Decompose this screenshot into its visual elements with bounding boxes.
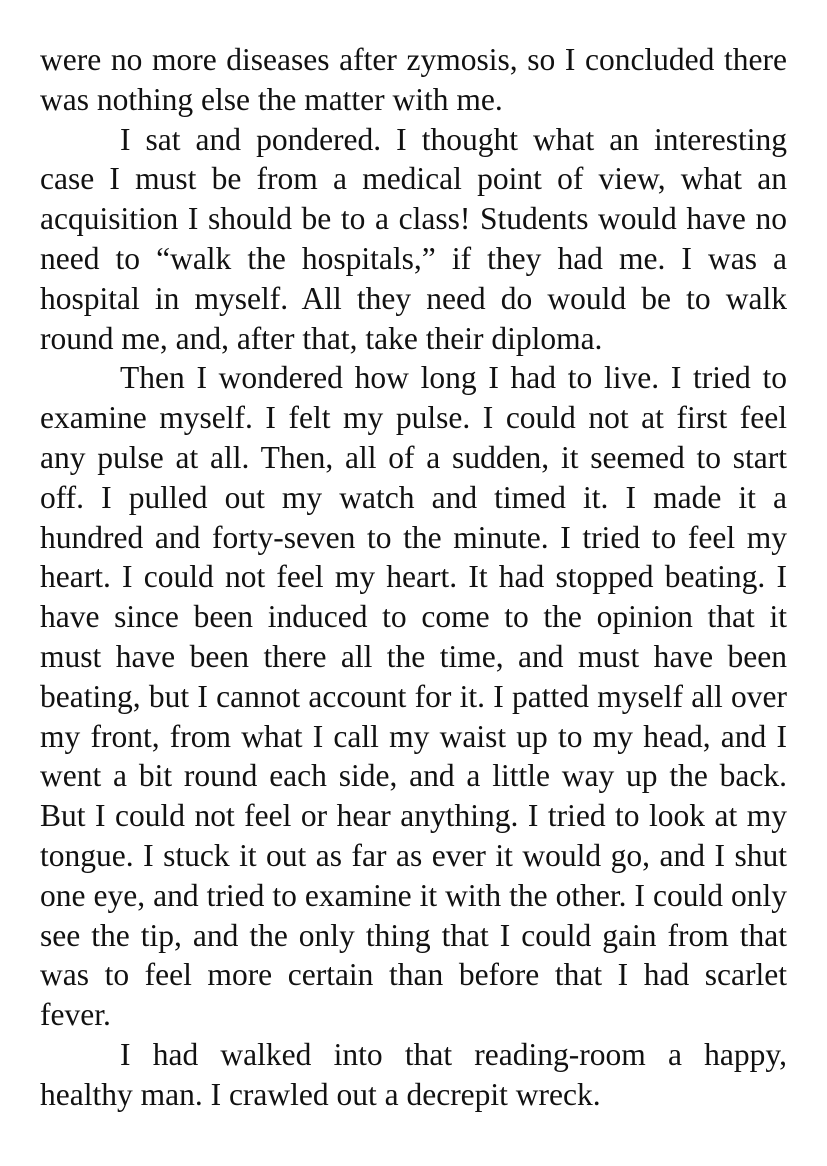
paragraph: I sat and pondered. I thought what an interesting case I must be from a medical point of view, what an acquisition I should be to a class! Students would have no need to “walk the hospitals,” if they had me. I was a hospital in myself. All they need do would be to walk round me, and, after that, take their diploma. bbox=[40, 121, 787, 356]
paragraph: I had walked into that reading-room a happy, healthy man. I crawled out a decrepit wreck. bbox=[40, 1036, 787, 1112]
paragraph: Then I wondered how long I had to live. I tried to examine myself. I felt my pulse. I could not at first feel any pulse at all. Then, all of a sudden, it seemed to start off. I pulled out my watch and timed it. I made it a hundred and forty-seven to the minute. I tried to feel my heart. I could not feel my heart. It had stopped beating. I have since been induced to come to the opinion that it must have been there all the time, and must have been beating, but I cannot account for it. I patted myself all over my front, from what I call my waist up to my head, and I went a bit round each side, and a little way up the back. But I could not feel or hear anything. I tried to look at my tongue. I stuck it out as far as ever it would go, and I shut one eye, and tried to examine it with the other. I could only see the tip, and the only thing that I could gain from that was to feel more certain than before that I had scarlet fever. bbox=[40, 360, 787, 1033]
paragraph-continued: were no more diseases after zymosis, so I concluded there was nothing else the matter with me. bbox=[40, 42, 787, 117]
page-body bbox=[40, 40, 787, 1115]
